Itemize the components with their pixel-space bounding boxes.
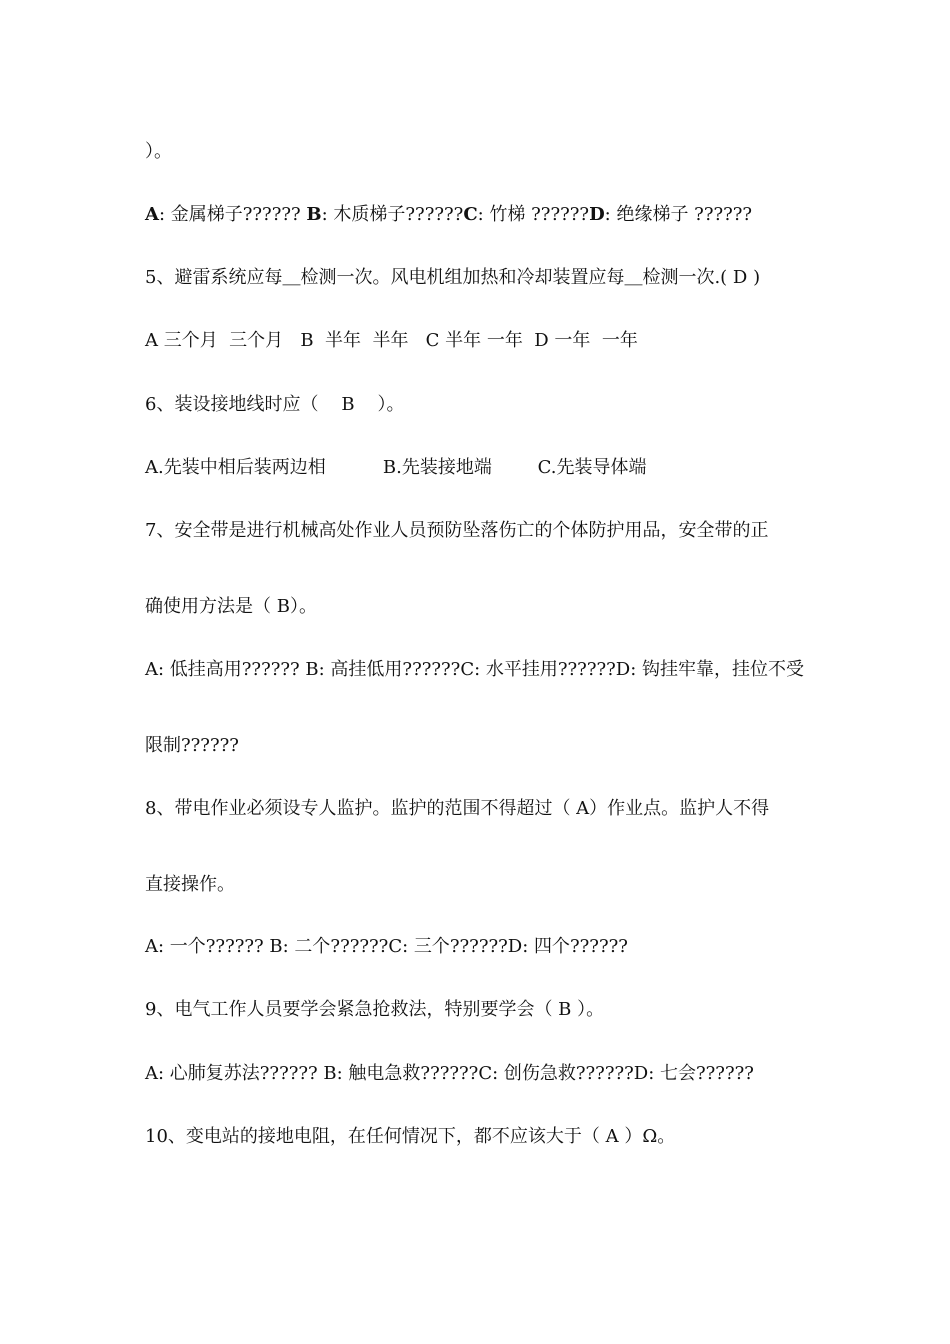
option-a-text: : 金属梯子?????? <box>158 204 307 225</box>
text-line-11: 8、带电作业必须设专人监护。监护的范围不得超过（ A）作业点。监护人不得 <box>145 798 770 819</box>
text-line-6: A.先装中相后装两边相 B.先装接地端 C.先装导体端 <box>145 457 647 478</box>
text-line-13: A: 一个?????? B: 二个??????C: 三个??????D: 四个?????? <box>145 936 628 957</box>
text-line-15: A: 心肺复苏法?????? B: 触电急救??????C: 创伤急救??????D: 七会?????? <box>145 1063 754 1084</box>
text-line-5: 6、装设接地线时应（ B ）。 <box>145 394 405 415</box>
option-b-label: B <box>306 204 322 225</box>
text-line-4: A 三个月 三个月 B 半年 半年 C 半年 一年 D 一年 一年 <box>145 330 638 351</box>
text-line-2 <box>145 203 825 227</box>
text-line-12: 直接操作。 <box>145 874 235 895</box>
option-a-label: A <box>145 204 159 225</box>
text-line-3: 5、避雷系统应每＿检测一次。风电机组加热和冷却装置应每＿检测一次.( D ) <box>145 267 761 288</box>
text-line-14: 9、电气工作人员要学会紧急抢救法，特别要学会（ B ）。 <box>145 999 605 1020</box>
text-line-9: A: 低挂高用?????? B: 高挂低用??????C: 水平挂用??????D: 钩挂牢靠，挂位不受 <box>145 659 805 680</box>
text-line-10: 限制?????? <box>145 735 239 756</box>
option-d-text: : 绝缘梯子 ?????? <box>604 204 753 225</box>
option-c-label: C <box>463 204 478 225</box>
text-line-1: ）。 <box>145 141 172 162</box>
option-b-text: : 木质梯子?????? <box>321 204 464 225</box>
option-c-text: : 竹梯 ?????? <box>477 204 590 225</box>
option-d-label: D <box>589 204 605 225</box>
text-line-8: 确使用方法是（ B）。 <box>145 596 317 617</box>
text-line-7: 7、安全带是进行机械高处作业人员预防坠落伤亡的个体防护用品，安全带的正 <box>145 520 769 541</box>
text-line-16: 10、变电站的接地电阻，在任何情况下，都不应该大于（ A ）Ω。 <box>145 1126 676 1147</box>
